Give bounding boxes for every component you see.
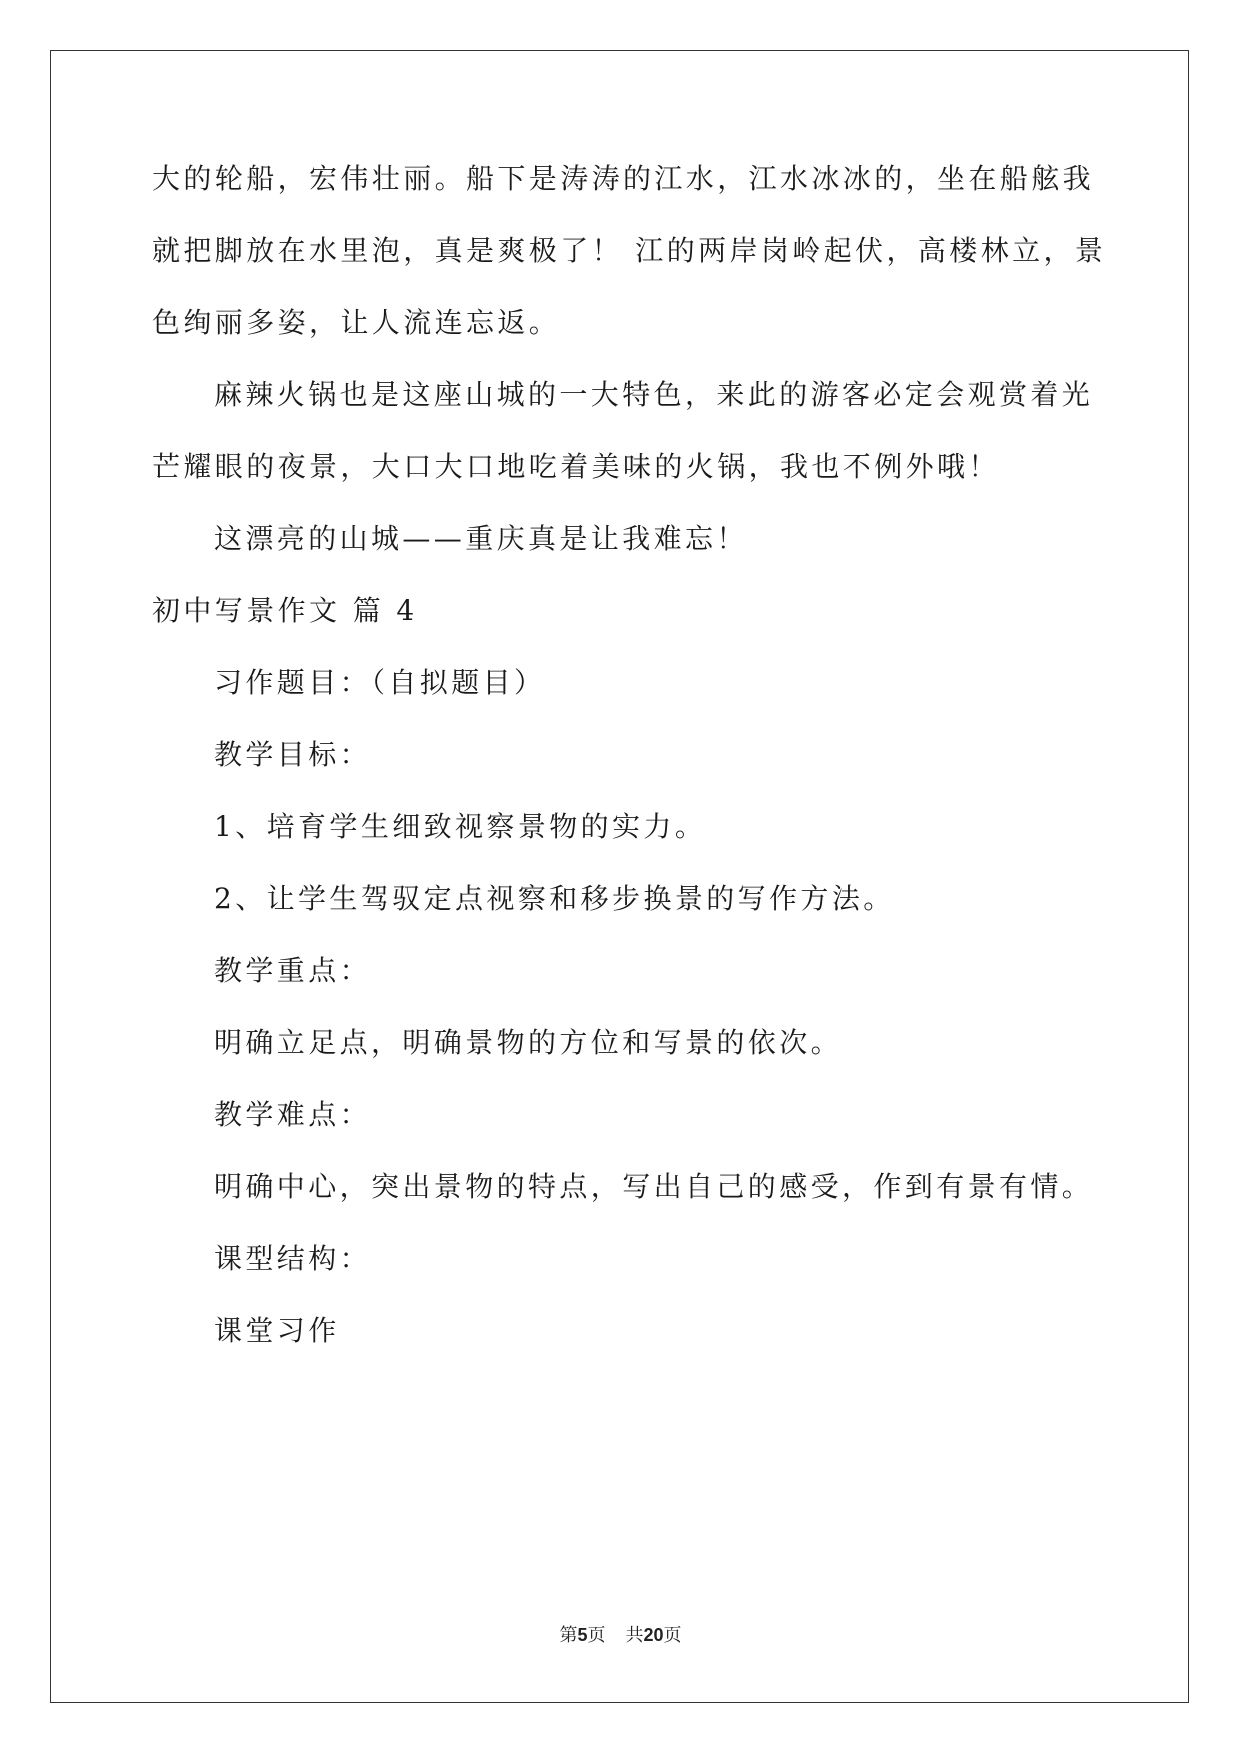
paragraph-line: 课型结构： bbox=[214, 1242, 372, 1275]
paragraph-line: 明确中心，突出景物的特点，写出自己的感受，作到有景有情。 bbox=[214, 1170, 1094, 1203]
paragraph-line: 课堂习作 bbox=[214, 1314, 340, 1347]
paragraph-line: 教学难点： bbox=[214, 1098, 372, 1131]
paragraph-line: 麻辣火锅也是这座山城的一大特色，来此的游客必定会观赏着光 bbox=[214, 378, 1094, 411]
paragraph-line: 色绚丽多姿，让人流连忘返。 bbox=[152, 306, 561, 339]
page-footer bbox=[0, 1623, 1241, 1648]
paragraph-line: 芒耀眼的夜景，大口大口地吃着美味的火锅，我也不例外哦！ bbox=[152, 450, 1000, 483]
paragraph-line: 习作题目：（自拟题目） bbox=[214, 666, 546, 699]
page-number: 5 bbox=[577, 1625, 588, 1645]
page-suffix: 页 bbox=[587, 1625, 606, 1646]
paragraph-line: 大的轮船，宏伟壮丽。船下是涛涛的江水，江水冰冰的，坐在船舷我 bbox=[152, 162, 1095, 195]
paragraph-line: 这漂亮的山城——重庆真是让我难忘！ bbox=[214, 522, 748, 555]
section-heading: 初中写景作文 篇 4 bbox=[152, 594, 418, 627]
total-prefix: 共 bbox=[625, 1625, 644, 1646]
paragraph-line: 2、让学生驾驭定点视察和移步换景的写作方法。 bbox=[214, 882, 895, 915]
paragraph-line: 就把脚放在水里泡，真是爽极了！ 江的两岸岗岭起伏，高楼林立，景 bbox=[152, 234, 1107, 267]
page-prefix: 第 bbox=[559, 1625, 578, 1646]
paragraph-line: 教学目标： bbox=[214, 738, 372, 771]
page-border bbox=[50, 50, 1189, 1703]
total-suffix: 页 bbox=[663, 1625, 682, 1646]
total-pages: 20 bbox=[643, 1625, 664, 1645]
paragraph-line: 教学重点： bbox=[214, 954, 372, 987]
paragraph-line: 1、培育学生细致视察景物的实力。 bbox=[214, 810, 707, 843]
paragraph-line: 明确立足点，明确景物的方位和写景的依次。 bbox=[214, 1026, 843, 1059]
